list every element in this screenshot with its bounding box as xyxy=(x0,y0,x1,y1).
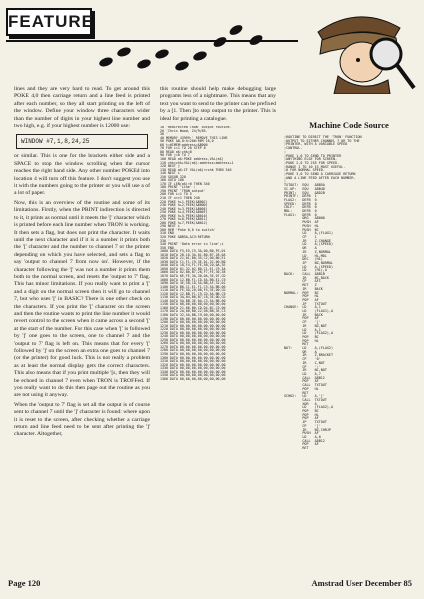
magazine-issue: Amstrad User December 85 xyxy=(311,578,412,588)
article-column-middle xyxy=(160,86,276,566)
listing-title: Machine Code Source xyxy=(309,120,389,130)
section-tag: FEATURE xyxy=(6,8,92,36)
assembly-listing: ;ROUTINE TO DIRECT THE 'TRON' FUNCTION ;OUTPUT TO EITHER CHANNEL 7 OR TO THE ;PRINTER, WITH A VARIABLE SPEED ;CONTROL. ; ;POKE 1,0 TO SEND TO PRINTER ;ANYTHING ELSE FOR SCREEN. ;POKE 2,0 TO 255 FOR SPEED. ;RANGE 1 TO 10 IS MOST USEFUL. ;0 FOR NORMAL SPEED. ;POKE 3,0 TO SEND A CARRIAGE RETURN ;AND A LINE FEED AFTER EACH NUMBER. ; TXTOUT: EQU &BB5A SC.UP: EQU &BB4D PRINT: EQU &BD2B PRINTF: DEFB 1 FLAG2: DEFB 0 SPEED: DEFB 0 CRLF: DEFB 0 MDL: DEFB 0 FLAG1: DEFB 0 ORG &B000 PUSH AF PUSH HL PUSH BC LD A,(FLAG1) CP 1 JR Z,CHANGE LD A,(SPEED) OR A JR Z,NORMAL LD HL,MDL DEC (HL) JP NZ,NORMAL LD A,(SPEED) LD (HL),A BACK: CALL &BB1B JR NC,BACK CP &FC RET Z JR BACK NORMAL: POP BC POP HL POP AF JP TXTOUT CHANGE: LD A,1 LD (FLAG1),A JR BACK POP AF CP '[' JR NZ,NOT LD A,1 LD (FLAG2),A POP BC POP HL RET NOT: LD A,(FLAG2) OR A JR Z,BRACKET CP '0' JR C,NOT CP ':' JR NC,NOT LD A,7 CALL &BB12 POP AF CALL TXTOUT POP HL RET SCHK2: LD A,'[' CALL TXTOUT XOR A LD (FLAG2),A POP BC POP HL POP AF JP TXTOUT CP ']' JR NZ,CHRJP PUSH AF LD A,0 CALL &BB12 POP AF RET xyxy=(284,135,362,451)
article-paragraph: When the 'output to 7' flag is set all the output is of course sent to channel 7 until the ']' character is found: where upon it is reset to the screen, after checking whether a carriage return and line feed need to be sent after printing the ']' character. Altogether, xyxy=(14,401,150,438)
window-command-box: WINDOW #7,1,8,24,25 xyxy=(16,134,148,149)
article-paragraph: this routine should help make debugging large programs less of a nightmare. This means that any text you want to send to the printer can be prefixed by a [1. Then ]to stop output to the printer. This is ideal for printing a catalogue. xyxy=(160,86,276,122)
article-column-left xyxy=(14,86,150,566)
article-column-right xyxy=(284,120,414,560)
footprints-illustration xyxy=(96,12,296,82)
article-paragraph: Now, this is an overview of the routine and some of its limitations. Firstly, when the PRINT indirection is directed to it, it prints as normal until it meets the '[' character which is printed before each line number when TRON is working. It then sets a flag, but does not print the character. It waits until the next character and if it is a number it prints both the '[' character and the number to channel 7 or the printer depending on which you have selected, and sets a flag to say 'output to channel 7 from now on'. However, if the character following the '[' was not a number it prints them both to the normal screen, and resets the 'output to 7' flag. This has minor limitations. If you really want to print a '[' and a digit on the normal screen then it will go to channel 7, but who uses '[' in BASIC? There is one other check on the characters. If you print the '[' character on the screen and then the routine wants to print the line number it would revert control to the screen when it came across a second '[' at the start of the number. For this case when '[' is followed by ']' one goes to the screen, one to channel 7 and the 'output to 7' flag is left on. This means that for every '[' followed by ']' on the screen an extra one goes to channel 7 (or the printer) for good luck. This is not really a problem as at least the normal display gets the correct characters. This also means that if you print multiple '[s, then they will be echoed in channel 7 even when TRON is TROFFed. If you really want to do this then page out the routine as you are not using it anyway. xyxy=(14,199,150,399)
article-paragraph: lines and they are very hard to read. To get around this POKE 4,0 then carriage return and a line feed is printed after each number, so they all start printing on the left of the window. Define your window three characters wider than the number of digits in your highest line number and two high, e.g. if your highest number is 12000 use: xyxy=(14,86,150,130)
page-number: Page 120 xyxy=(8,578,41,588)
article-paragraph: or similar. This is one for the brackets either side and a SPACE to stop the window scrolling when the cursor reaches the right hand side. Any other number POKEd into location 4 will turn off this feature. I don't suggest you use it with the numbers going to the printer or you will use a of a lot of paper. xyxy=(14,153,150,197)
basic-listing: 10 'Redirected TRON' output routine. 20 'Chris Wood, 24/9/85. 30 ' 40 MEMORY 43999:' REMOVE THIS LINE 50 POKE &B,0:h=200:REM 16,0 60 t=HIMEM:address=&B000 70 FOR i=1 TO 28 STEP 8 80 READ a$:chk=0 90 FOR j=0 TO 7 100 READ a$:POKE address,VAL(a$) 110 chk=chk+VAL(a$):address=address+1 120 NEXT j 130 READ a$:IF VAL(a$)<>chk THEN 340 140 NEXT i 150 GOSUB 320 160 GOTO 180 170 IF LEN(a$)>0 THEN 340 180 PRINT 'Line' ; 190 PRINT 'TRON output' 200 FOR i=1 TO 5 210 IF x<>1 THEN 240 220 POKE h+1,PEEK(&B00C) 230 POKE h+2,PEEK(&B00D) 240 POKE h+3,PEEK(&B00E) 250 POKE h+4,PEEK(&B00F) 260 POKE h+5,PEEK(&B010) 270 POKE h+6,PEEK(&B011) 280 POKE h+7,PEEK(&B012) 290 NEXT i 300 REM 'Poke 0,0 to switch' 310 END 320 POKE &BB5A,&C3:RETURN 330 ' 340 PRINT 'Data error in line';i 350 END 1000 DATA F5,E5,C5,3A,00,B0,FE,01 1010 DATA 28,10,3A,01,B0,B7,28,0A 1020 DATA 21,01,B0,35,C2,00,B0,E1 1030 DATA C1,F1,C9,3E,01,32,00,B0 1040 DATA 18,F4,F1,FE,5B,20,0A,3E 1050 DATA 01,32,02,B0,C1,E1,C9,3A 1060 DATA 02,B0,B7,28,F7,FE,30,38 1070 DATA 0E,FE,3A,30,0A,3E,07,CD 1080 DATA 12,BB,F1,CD,5A,BB,E1,C9 1090 DATA 3E,5B,CD,5A,BB,AF,32,02 1100 DATA B0,C1,E1,F1,C3,5A,BB,00 1110 DATA FE,5D,20,08,F5,3E,00,CD 1120 DATA 12,BB,F1,C9,CD,5A,BB,C9 1130 DATA 3A,04,B0,B7,C8,3E,0D,CD 1140 DATA 5A,BB,3E,0A,C3,5A,BB,00 1150 DATA 00,00,00,00,00,00,00,00 1160 DATA 21,06,B0,CD,D4,BC,C9,00 1170 DATA 2A,00,B0,22,5B,BB,3E,C3 1180 DATA 32,5A,BB,C9,00,00,00,00 1190 DATA 00,00,00,00,00,00,00,00 1200 DATA 00,00,00,00,00,00,00,00 1210 DATA 00,00,00,00,00,00,00,00 1220 DATA 00,00,00,00,00,00,00,00 1230 DATA 00,00,00,00,00,00,00,00 1240 DATA 00,00,00,00,00,00,00,00 1250 DATA 00,00,00,00,00,00,00,00 1260 DATA 00,00,00,00,00,00,00,00 1270 DATA 00,00,00,00,00,00,00,00 1280 DATA 00,00,00,00,00,00,00,00 1290 DATA 00,00,00,00,00,00,00,00 1300 DATA 00,00,00,00,00,00,00,00 1310 DATA 00,00,00,00,00,00,00,00 1320 DATA 00,00,00,00,00,00,00,00 1330 DATA 00,00,00,00,00,00,00,00 1340 DATA 00,00,00,00,00,00,00,00 1350 DATA 00,00,00,00,00,00,00,00 1360 DATA 00,00,00,00,00,00,00,00 xyxy=(160,126,234,381)
detective-illustration xyxy=(298,2,420,94)
